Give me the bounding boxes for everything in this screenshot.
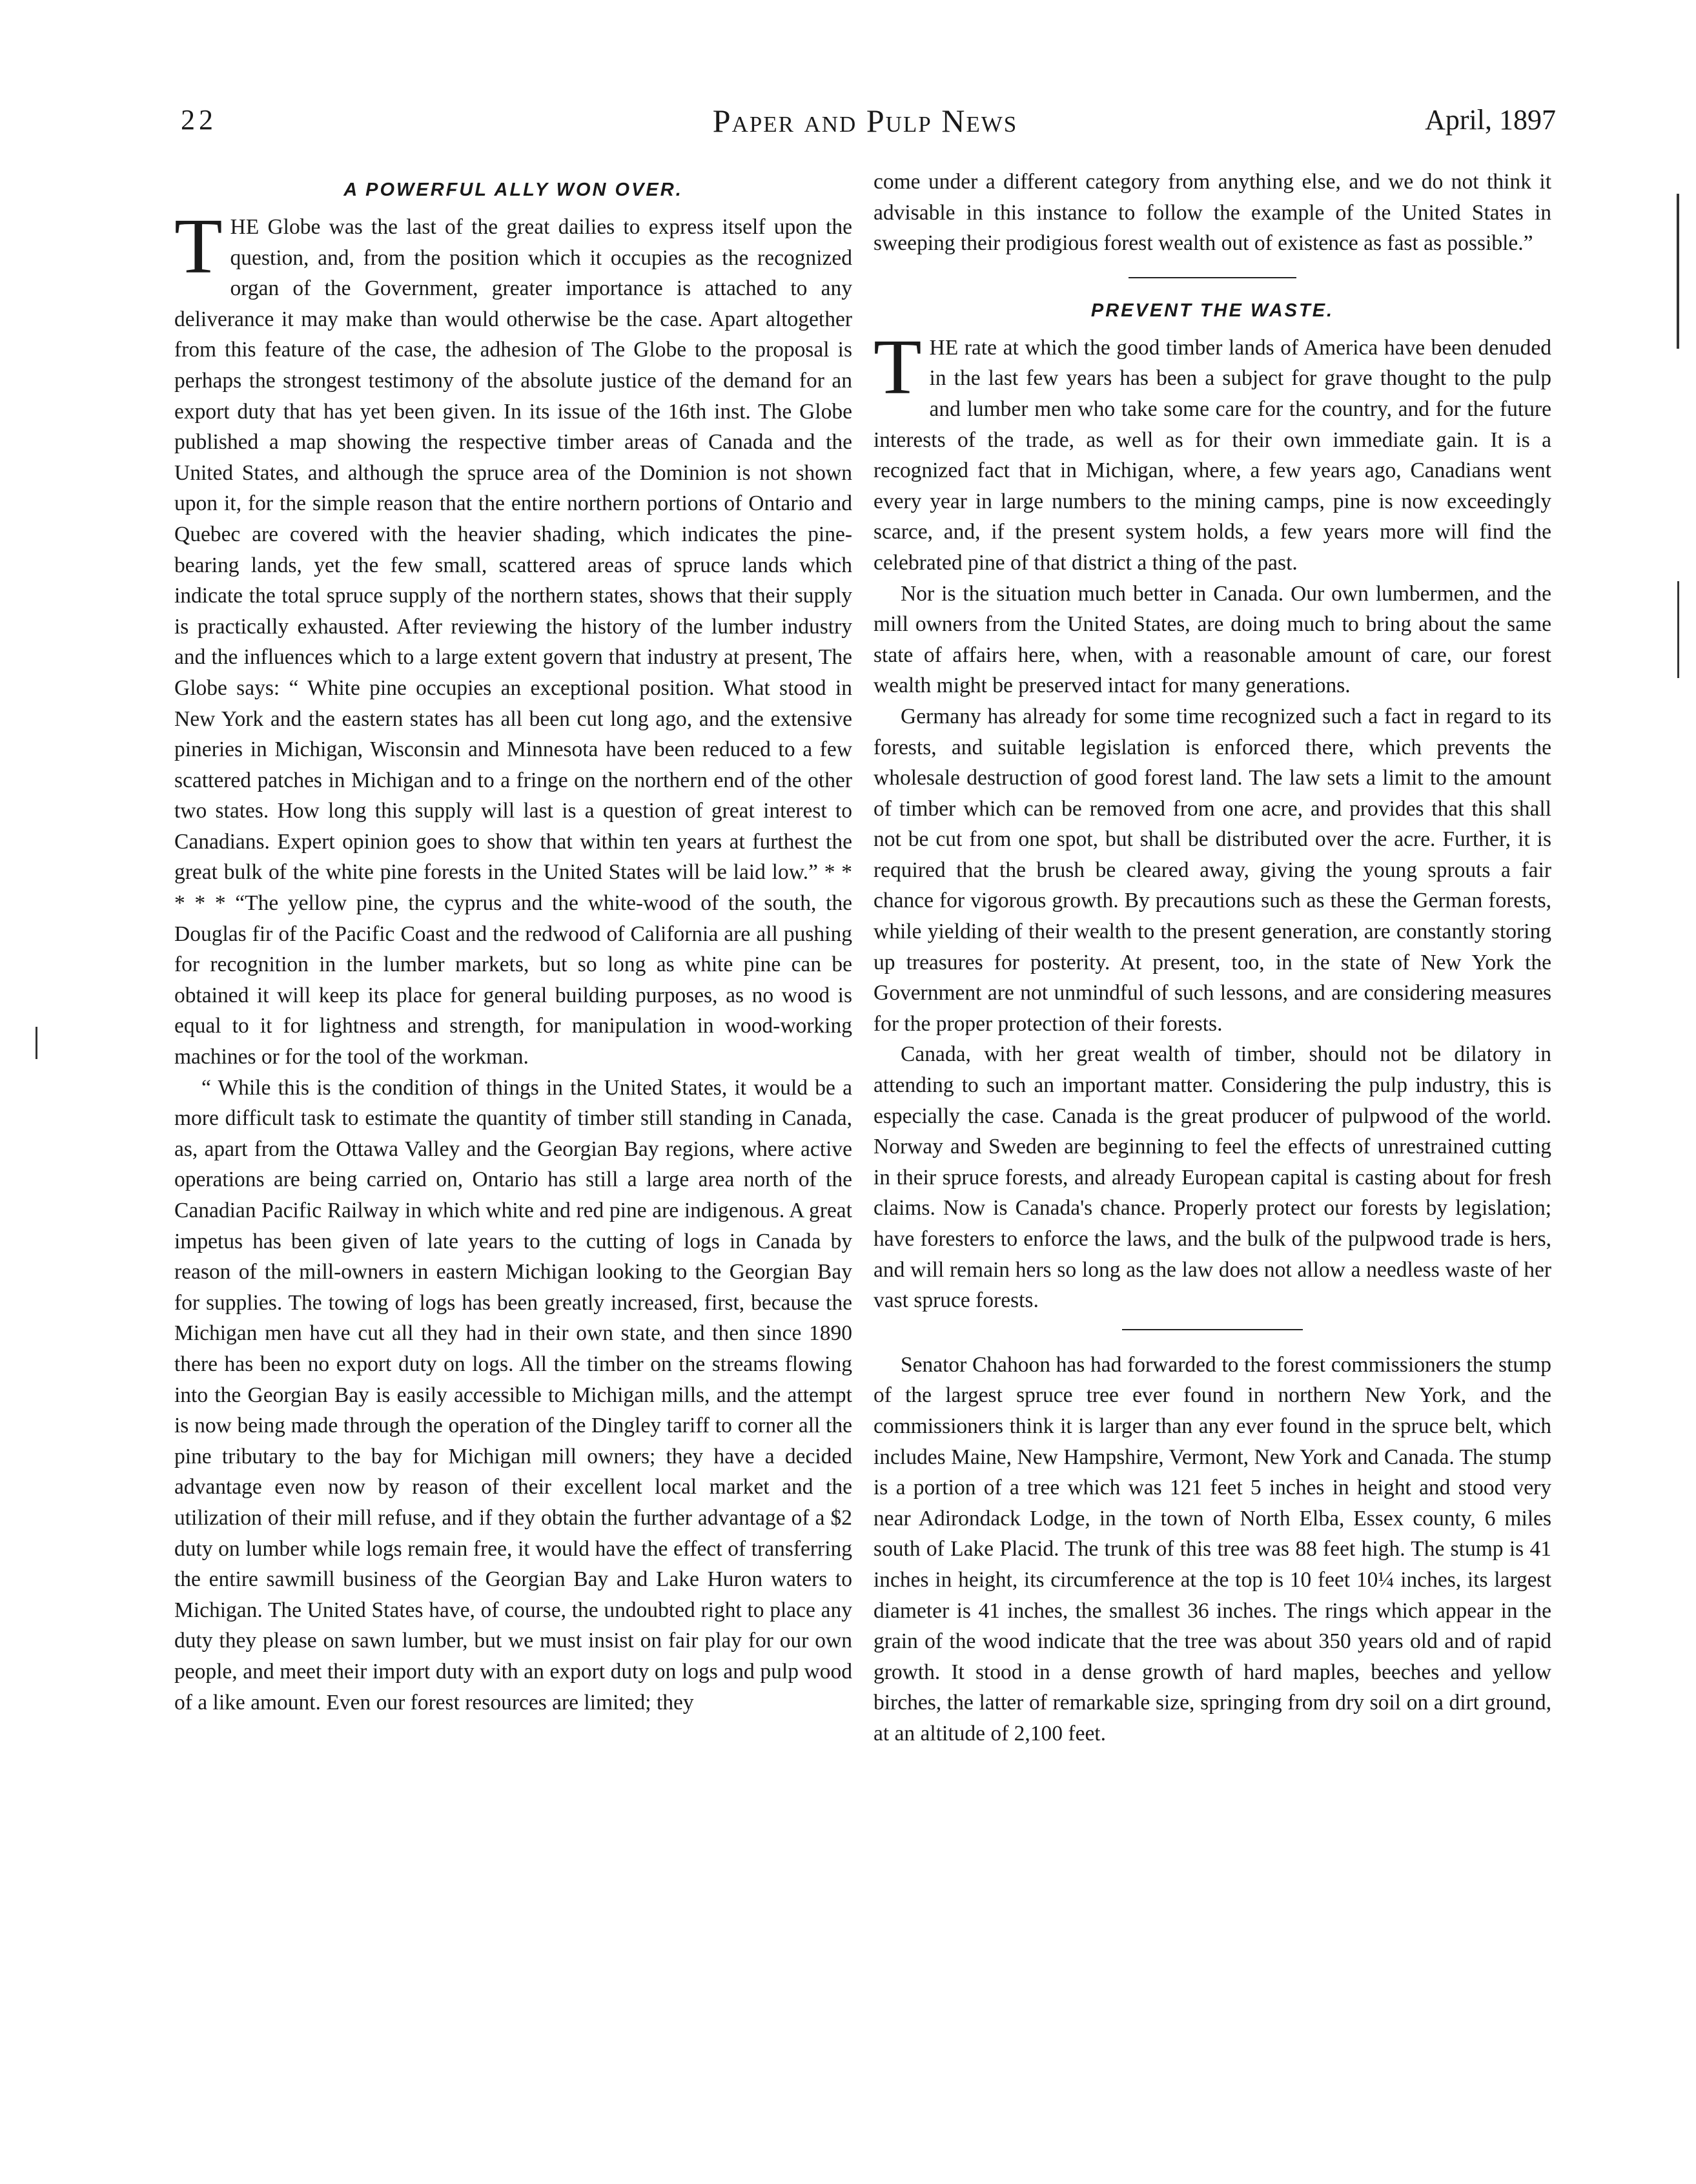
scan-mark xyxy=(1677,581,1679,678)
journal-title: Paper and Pulp News xyxy=(712,103,1018,139)
article-paragraph: Germany has already for some time recognized such a fact in regard to its forests, and suitable legislation is enforced there, which prevents the wholesale destruction of good forest land. The law sets a limit to the amount of timber which can be removed from one acre, and provides that this shall not be cut from one spot, but shall be distributed over the acre. Further, it is required that the brush be cleared away, giving the young sprouts a fair chance for vigorous growth. By precautions such as these the German forests, while yielding of their wealth to the present generation, are constantly storing up treasures for posterity. At present, too, in the state of New York the Government are not unmindful of such lessons, and are considering measures for the proper protection of their forests. xyxy=(874,704,1551,1036)
section-divider xyxy=(1122,1329,1303,1330)
right-column xyxy=(874,167,1551,1749)
article-paragraph: Canada, with her great wealth of timber, should not be dilatory in attending to such an important matter. Considering the pulp industry, this is especially the case. Canada is the great producer of pulpwood of the world. Norway and Sweden are beginning to feel the effects of unrestrained cutting in their spruce forests, and already European capital is casting about for fresh claims. Now is Canada's chance. Properly protect our forests by legislation; have foresters to enforce the laws, and the bulk of the pulpwood trade is hers, and will remain hers so long as the law does not allow a needless waste of her vast spruce forests. xyxy=(874,1042,1551,1313)
issue-date: April, 1897 xyxy=(1425,104,1556,136)
page-number: 22 xyxy=(181,104,217,136)
article-paragraph: Senator Chahoon has had forwarded to the forest commissioners the stump of the largest spruce tree ever found in northern New York, and the commissioners think it is larger than any ever found in the spruce belt, which includes Maine, New Hampshire, Vermont, New York and Canada. The stump is a portion of a tree which was 121 feet 5 inches in height and stood very near Adirondack Lodge, in the town of North Elba, Essex county, 6 miles south of Lake Placid. The trunk of this tree was 88 feet high. The stump is 41 inches in height, its circumference at the top is 10 feet 10¼ inches, its largest diameter is 41 inches, the smallest 36 inches. The rings which appear in the grain of the wood indicate that the tree was about 350 years old and of rapid growth. It stood in a dense growth of hard maples, beeches and yellow birches, the latter of remarkable size, springing from dry soil on a dirt ground, at an altitude of 2,100 feet. xyxy=(874,1352,1551,1746)
article-paragraph: come under a different category from anything else, and we do not think it advisable in this instance to follow the example of the United States in sweeping their prodigious forest wealth out of existence as fast as possible.” xyxy=(874,170,1551,256)
section-divider xyxy=(1129,277,1296,278)
scan-mark xyxy=(36,1027,37,1059)
article-heading-powerful-ally: A POWERFUL ALLY WON OVER. xyxy=(343,180,683,200)
article-paragraph: THE Globe was the last of the great dailies to express itself upon the question, and, from the position which it occupies as the recognized organ of the Government, greater importance is attached to any deliverance it may make than would otherwise be the case. Apart altogether from this feature of the case, the adhesion of The Globe to the proposal is perhaps the strongest testimony of the absolute justice of the demand for an export duty that has yet been given. In its issue of the 16th inst. The Globe published a map showing the respective timber areas of Canada and the United States, and although the spruce area of the Dominion is not shown upon it, for the simple reason that the entire northern portions of Ontario and Quebec are covered with the heavier shading, which indicates the pine-bearing lands, yet the few small, scattered areas of spruce lands which indicate the total spruce supply of the northern states, shows that their supply is practically exhausted. After reviewing the history of the lumber industry and the influences which to a large extent govern that industry at present, The Globe says: “ White pine occupies an exceptional position. What stood in New York and the eastern states has all been cut long ago, and the extensive pineries in Michigan, Wisconsin and Minnesota have been reduced to a few scattered patches in Michigan and to a fringe on the northern end of the other two states. How long this supply will last is a question of great interest to Canadians. Expert opinion goes to show that within ten years at furthest the great bulk of the white pine forests in the United States will be laid low.” * * * * * “The yellow pine, the cyprus and the white-wood of the south, the Douglas fir of the Pacific Coast and the redwood of California are all pushing for recognition in the lumber markets, but so long as white pine can be obtained it will keep its place for general building purposes, as no wood is equal to it for lightness and strength, for manipulation in wood-working machines or for the tool of the workman. xyxy=(174,203,852,1069)
scan-mark xyxy=(1677,194,1679,349)
left-column xyxy=(174,167,852,1718)
article-heading-prevent-waste: PREVENT THE WASTE. xyxy=(1090,300,1334,321)
article-paragraph: Nor is the situation much better in Canada. Our own lumbermen, and the mill owners from the United States, are doing much to bring about the same state of affairs here, when, with a reasonable amount of care, our forest wealth might be preserved intact for many generations. xyxy=(874,581,1551,698)
article-paragraph: THE rate at which the good timber lands of America have been denuded in the last few years has been a subject for grave thought to the pulp and lumber men who take some care for the country, and for the future interests of the trade, as well as for their own immediate gain. It is a recognized fact that in Michigan, where, a few years ago, Canadians went every year in large numbers to the mining camps, pine is now exceedingly scarce, and, if the present system holds, a few years more will find the celebrated pine of that district a thing of the past. xyxy=(874,323,1551,575)
page-header xyxy=(174,96,1556,147)
article-paragraph: “ While this is the condition of things in the United States, it would be a more difficult task to estimate the quantity of timber still standing in Canada, as, apart from the Ottawa Valley and the Georgian Bay regions, where active operations are being carried on, Ontario has still a large area north of the Canadian Pacific Railway in which white and red pine are indigenous. A great impetus has been given of late years to the cutting of logs in Canada by reason of the mill-owners in eastern Michigan looking to the Georgian Bay for supplies. The towing of logs has been greatly increased, first, because the Michigan men have cut all they had in their own state, and then since 1890 there has been no export duty on logs. All the timber on the streams flowing into the Georgian Bay is easily accessible to Michigan mills, and the attempt is now being made through the operation of the Dingley tariff to corner all the pine tributary to the bay for Michigan mill owners; they have a decided advantage even now by reason of their excellent local market and the utilization of their mill refuse, and if they obtain the further advantage of a $2 duty on lumber while logs remain free, it would have the effect of transferring the entire sawmill business of the Georgian Bay and Lake Huron waters to Michigan. The United States have, of course, the undoubted right to place any duty they please on sawn lumber, but we must insist on fair play for our own people, and meet their import duty with an export duty on logs and pulp wood of a like amount. Even our forest resources are limited; they xyxy=(174,1075,852,1715)
